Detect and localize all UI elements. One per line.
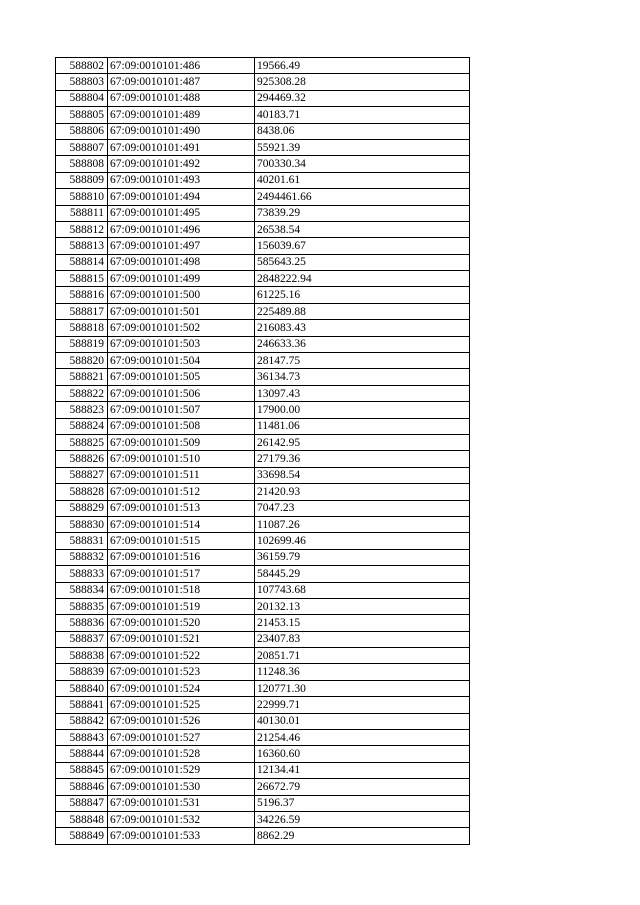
cadastral-code-cell: 67:09:0010101:495 [108, 205, 255, 221]
row-id-cell: 588843 [56, 730, 108, 746]
row-id-cell: 588848 [56, 811, 108, 827]
table-row [56, 385, 470, 401]
value-cell: 12134.41 [255, 762, 470, 778]
table-row [56, 467, 470, 483]
table-row [56, 254, 470, 270]
row-id-cell: 588849 [56, 828, 108, 844]
row-id-cell: 588806 [56, 123, 108, 139]
row-id-cell: 588840 [56, 680, 108, 696]
value-cell: 925308.28 [255, 74, 470, 90]
row-id-cell: 588835 [56, 598, 108, 614]
row-id-cell: 588816 [56, 287, 108, 303]
row-id-cell: 588842 [56, 713, 108, 729]
row-id-cell: 588803 [56, 74, 108, 90]
row-id-cell: 588825 [56, 434, 108, 450]
row-id-cell: 588802 [56, 58, 108, 74]
cadastral-code-cell: 67:09:0010101:529 [108, 762, 255, 778]
table-row [56, 353, 470, 369]
table-row [56, 123, 470, 139]
row-id-cell: 588837 [56, 631, 108, 647]
row-id-cell: 588821 [56, 369, 108, 385]
table-row [56, 828, 470, 844]
cadastral-code-cell: 67:09:0010101:509 [108, 434, 255, 450]
row-id-cell: 588819 [56, 336, 108, 352]
row-id-cell: 588841 [56, 697, 108, 713]
value-cell: 22999.71 [255, 697, 470, 713]
cadastral-code-cell: 67:09:0010101:501 [108, 303, 255, 319]
value-cell: 2494461.66 [255, 189, 470, 205]
row-id-cell: 588836 [56, 615, 108, 631]
cadastral-code-cell: 67:09:0010101:526 [108, 713, 255, 729]
cadastral-code-cell: 67:09:0010101:504 [108, 353, 255, 369]
table-row [56, 762, 470, 778]
cadastral-code-cell: 67:09:0010101:487 [108, 74, 255, 90]
row-id-cell: 588829 [56, 500, 108, 516]
row-id-cell: 588827 [56, 467, 108, 483]
table-row [56, 680, 470, 696]
value-cell: 73839.29 [255, 205, 470, 221]
value-cell: 107743.68 [255, 582, 470, 598]
value-cell: 700330.34 [255, 156, 470, 172]
table-row [56, 615, 470, 631]
value-cell: 28147.75 [255, 353, 470, 369]
table-row [56, 713, 470, 729]
row-id-cell: 588818 [56, 320, 108, 336]
table-row [56, 107, 470, 123]
cadastral-code-cell: 67:09:0010101:513 [108, 500, 255, 516]
cadastral-code-cell: 67:09:0010101:498 [108, 254, 255, 270]
row-id-cell: 588846 [56, 779, 108, 795]
value-cell: 120771.30 [255, 680, 470, 696]
row-id-cell: 588823 [56, 402, 108, 418]
row-id-cell: 588838 [56, 648, 108, 664]
value-cell: 27179.36 [255, 451, 470, 467]
cadastral-code-cell: 67:09:0010101:492 [108, 156, 255, 172]
row-id-cell: 588809 [56, 172, 108, 188]
value-cell: 11481.06 [255, 418, 470, 434]
table-row [56, 271, 470, 287]
table-row [56, 697, 470, 713]
table-row [56, 205, 470, 221]
table-row [56, 566, 470, 582]
value-cell: 21420.93 [255, 484, 470, 500]
cadastral-code-cell: 67:09:0010101:493 [108, 172, 255, 188]
cadastral-code-cell: 67:09:0010101:519 [108, 598, 255, 614]
value-cell: 23407.83 [255, 631, 470, 647]
value-cell: 7047.23 [255, 500, 470, 516]
value-cell: 26142.95 [255, 434, 470, 450]
cadastral-code-cell: 67:09:0010101:525 [108, 697, 255, 713]
row-id-cell: 588828 [56, 484, 108, 500]
cadastral-code-cell: 67:09:0010101:512 [108, 484, 255, 500]
cadastral-code-cell: 67:09:0010101:528 [108, 746, 255, 762]
table-row [56, 58, 470, 74]
row-id-cell: 588805 [56, 107, 108, 123]
cadastral-code-cell: 67:09:0010101:505 [108, 369, 255, 385]
value-cell: 40183.71 [255, 107, 470, 123]
table-row [56, 811, 470, 827]
cadastral-code-cell: 67:09:0010101:494 [108, 189, 255, 205]
row-id-cell: 588815 [56, 271, 108, 287]
table-row [56, 402, 470, 418]
table-row [56, 533, 470, 549]
cadastral-code-cell: 67:09:0010101:516 [108, 549, 255, 565]
table-row [56, 664, 470, 680]
cadastral-code-cell: 67:09:0010101:527 [108, 730, 255, 746]
cadastral-code-cell: 67:09:0010101:502 [108, 320, 255, 336]
value-cell: 13097.43 [255, 385, 470, 401]
table-row [56, 484, 470, 500]
value-cell: 21254.46 [255, 730, 470, 746]
table-row [56, 156, 470, 172]
value-cell: 21453.15 [255, 615, 470, 631]
row-id-cell: 588822 [56, 385, 108, 401]
table-row [56, 369, 470, 385]
value-cell: 26538.54 [255, 221, 470, 237]
table-row [56, 238, 470, 254]
row-id-cell: 588844 [56, 746, 108, 762]
row-id-cell: 588826 [56, 451, 108, 467]
row-id-cell: 588833 [56, 566, 108, 582]
value-cell: 11248.36 [255, 664, 470, 680]
table-row [56, 189, 470, 205]
cadastral-code-cell: 67:09:0010101:523 [108, 664, 255, 680]
value-cell: 16360.60 [255, 746, 470, 762]
cadastral-code-cell: 67:09:0010101:496 [108, 221, 255, 237]
cadastral-code-cell: 67:09:0010101:497 [108, 238, 255, 254]
cadastral-code-cell: 67:09:0010101:522 [108, 648, 255, 664]
value-cell: 17900.00 [255, 402, 470, 418]
cadastral-code-cell: 67:09:0010101:524 [108, 680, 255, 696]
cadastral-code-cell: 67:09:0010101:533 [108, 828, 255, 844]
row-id-cell: 588807 [56, 139, 108, 155]
table-row [56, 631, 470, 647]
value-cell: 225489.88 [255, 303, 470, 319]
value-cell: 246633.36 [255, 336, 470, 352]
cadastral-code-cell: 67:09:0010101:532 [108, 811, 255, 827]
cadastral-code-cell: 67:09:0010101:491 [108, 139, 255, 155]
value-cell: 33698.54 [255, 467, 470, 483]
table-row [56, 74, 470, 90]
table-row [56, 500, 470, 516]
row-id-cell: 588832 [56, 549, 108, 565]
cadastral-code-cell: 67:09:0010101:517 [108, 566, 255, 582]
cadastral-code-cell: 67:09:0010101:518 [108, 582, 255, 598]
cadastral-code-cell: 67:09:0010101:515 [108, 533, 255, 549]
row-id-cell: 588804 [56, 90, 108, 106]
cadastral-code-cell: 67:09:0010101:488 [108, 90, 255, 106]
row-id-cell: 588813 [56, 238, 108, 254]
cadastral-code-cell: 67:09:0010101:508 [108, 418, 255, 434]
row-id-cell: 588830 [56, 516, 108, 532]
cadastral-code-cell: 67:09:0010101:520 [108, 615, 255, 631]
value-cell: 8862.29 [255, 828, 470, 844]
value-cell: 20132.13 [255, 598, 470, 614]
cadastral-code-cell: 67:09:0010101:499 [108, 271, 255, 287]
value-cell: 102699.46 [255, 533, 470, 549]
value-cell: 40201.61 [255, 172, 470, 188]
cadastral-code-cell: 67:09:0010101:489 [108, 107, 255, 123]
table-row [56, 303, 470, 319]
row-id-cell: 588824 [56, 418, 108, 434]
value-cell: 26672.79 [255, 779, 470, 795]
row-id-cell: 588831 [56, 533, 108, 549]
table-row [56, 320, 470, 336]
row-id-cell: 588808 [56, 156, 108, 172]
table-row [56, 549, 470, 565]
data-table [55, 57, 470, 845]
value-cell: 34226.59 [255, 811, 470, 827]
table-row [56, 336, 470, 352]
value-cell: 8438.06 [255, 123, 470, 139]
table-row [56, 746, 470, 762]
table-row [56, 139, 470, 155]
table-row [56, 516, 470, 532]
table-row [56, 221, 470, 237]
value-cell: 294469.32 [255, 90, 470, 106]
value-cell: 36134.73 [255, 369, 470, 385]
cadastral-code-cell: 67:09:0010101:500 [108, 287, 255, 303]
value-cell: 5196.37 [255, 795, 470, 811]
table-row [56, 287, 470, 303]
row-id-cell: 588839 [56, 664, 108, 680]
cadastral-code-cell: 67:09:0010101:507 [108, 402, 255, 418]
table-row [56, 779, 470, 795]
row-id-cell: 588834 [56, 582, 108, 598]
value-cell: 20851.71 [255, 648, 470, 664]
value-cell: 156039.67 [255, 238, 470, 254]
table-row [56, 598, 470, 614]
cadastral-code-cell: 67:09:0010101:530 [108, 779, 255, 795]
cadastral-code-cell: 67:09:0010101:490 [108, 123, 255, 139]
cadastral-code-cell: 67:09:0010101:510 [108, 451, 255, 467]
table-row [56, 418, 470, 434]
value-cell: 55921.39 [255, 139, 470, 155]
value-cell: 58445.29 [255, 566, 470, 582]
value-cell: 216083.43 [255, 320, 470, 336]
row-id-cell: 588812 [56, 221, 108, 237]
cadastral-code-cell: 67:09:0010101:531 [108, 795, 255, 811]
table-row [56, 434, 470, 450]
row-id-cell: 588817 [56, 303, 108, 319]
table-row [56, 730, 470, 746]
value-cell: 585643.25 [255, 254, 470, 270]
value-cell: 61225.16 [255, 287, 470, 303]
value-cell: 19566.49 [255, 58, 470, 74]
cadastral-code-cell: 67:09:0010101:514 [108, 516, 255, 532]
value-cell: 11087.26 [255, 516, 470, 532]
cadastral-code-cell: 67:09:0010101:486 [108, 58, 255, 74]
cadastral-code-cell: 67:09:0010101:511 [108, 467, 255, 483]
value-cell: 40130.01 [255, 713, 470, 729]
table-row [56, 172, 470, 188]
table-row [56, 582, 470, 598]
row-id-cell: 588847 [56, 795, 108, 811]
cadastral-code-cell: 67:09:0010101:506 [108, 385, 255, 401]
table-row [56, 451, 470, 467]
table-row [56, 795, 470, 811]
row-id-cell: 588811 [56, 205, 108, 221]
row-id-cell: 588814 [56, 254, 108, 270]
value-cell: 2848222.94 [255, 271, 470, 287]
table-row [56, 90, 470, 106]
cadastral-code-cell: 67:09:0010101:503 [108, 336, 255, 352]
table-body [56, 58, 470, 845]
row-id-cell: 588820 [56, 353, 108, 369]
row-id-cell: 588845 [56, 762, 108, 778]
table-row [56, 648, 470, 664]
cadastral-code-cell: 67:09:0010101:521 [108, 631, 255, 647]
row-id-cell: 588810 [56, 189, 108, 205]
value-cell: 36159.79 [255, 549, 470, 565]
